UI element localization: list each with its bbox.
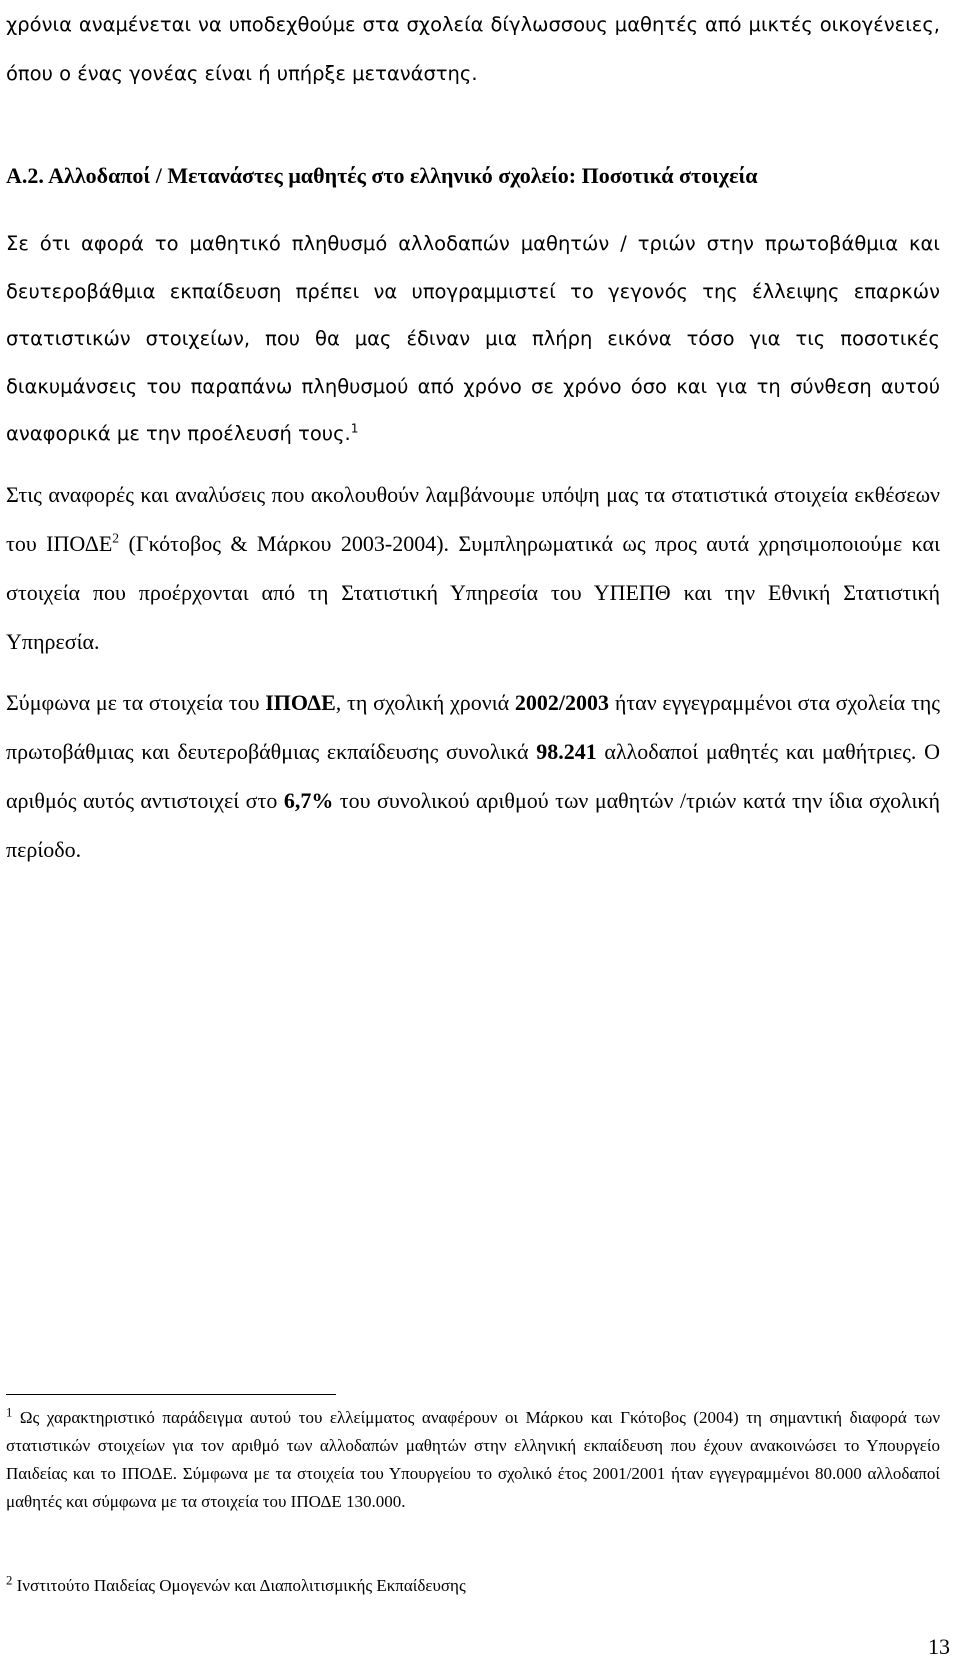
footnote-1-number: 1: [6, 1405, 13, 1420]
paragraph-3-part1: Στις αναφορές και αναλύσεις που ακολουθούν λαμβάνουμε υπόψη μας τα στατιστικά στοιχεία εκθέσεων του ΙΠΟΔΕ: [6, 482, 940, 556]
footnote-1: [6, 1404, 940, 1516]
paragraph-3-part2: (Γκότοβος & Μάρκου 2003-2004). Συμπληρωματικά ως προς αυτά χρησιμοποιούμε και στοιχεία που προέρχονται από τη Στατιστική Υπηρεσία του ΥΠΕΠΘ και την Εθνική Στατιστική Υπηρεσία.: [6, 531, 940, 654]
paragraph-data-shortage: [6, 220, 940, 458]
percentage-bold: 6,7%: [283, 788, 334, 813]
student-count-bold: 98.241: [536, 739, 597, 764]
paragraph-2-text: Σε ότι αφορά το μαθητικό πληθυσμό αλλοδαπών μαθητών / τριών στην πρωτοβάθμια και δευτεροβάθμια εκπαίδευση πρέπει να υπογραμμιστεί το γεγονός της έλλειψης επαρκών στατιστικών στοιχείων, που θα μας έδιναν μια πλήρη εικόνα τόσο για τις ποσοτικές διακυμάνσεις του παραπάνω πληθυσμού από χρόνο σε χρόνο όσο και για τη σύνθεση αυτού αναφορικά με την προέλευσή τους.: [6, 232, 940, 445]
paragraph-statistics: [6, 678, 940, 874]
footnote-ref-1[interactable]: 1: [350, 421, 359, 436]
ipode-bold: ΙΠΟΔΕ: [265, 690, 336, 715]
page-number: 13: [928, 1634, 950, 1659]
paragraph-sources: [6, 470, 940, 666]
paragraph-4-t4: αλλοδαποί μαθητές και μαθήτριες. Ο αριθμός αυτός αντιστοιχεί στο: [6, 739, 941, 813]
footnote-2-text: Ινστιτούτο Παιδείας Ομογενών και Διαπολιτισμικής Εκπαίδευσης: [12, 1576, 466, 1595]
paragraph-4-t2: , τη σχολική χρονιά: [335, 690, 515, 715]
section-heading: Α.2. Αλλοδαποί / Μετανάστες μαθητές στο ελληνικό σχολείο: Ποσοτικά στοιχεία: [6, 163, 758, 188]
footnote-1-text: Ως χαρακτηριστικό παράδειγμα αυτού του ελλείμματος αναφέρουν οι Μάρκου και Γκότοβος (2004) τη σημαντική διαφορά των στατιστικών στοιχείων για τον αριθμό των αλλοδαπών μαθητών στην ελληνική εκπαίδευση που έχουν ανακοινώσει το Υπουργείο Παιδείας και το ΙΠΟΔΕ. Σύμφωνα με τα στοιχεία του Υπουργείου το σχολικό έτος 2001/2001 ήταν εγγεγραμμένοι 80.000 αλλοδαποί μαθητές και σύμφωνα με τα στοιχεία του ΙΠΟΔΕ 130.000.: [6, 1408, 940, 1511]
paragraph-4-t1: Σύμφωνα με τα στοιχεία του: [6, 690, 266, 715]
footnote-2-number: 2: [6, 1573, 13, 1588]
footnote-separator: [6, 1394, 336, 1395]
intro-paragraph: χρόνια αναμένεται να υποδεχθούμε στα σχολεία δίγλωσσους μαθητές από μικτές οικογένειες, όπου ο ένας γονέας είναι ή υπήρξε μετανάστης.: [6, 13, 940, 85]
paragraph-4-t5: του συνολικού αριθμού των μαθητών /τριών κατά την ίδια σχολική περίοδο.: [6, 788, 940, 862]
paragraph-4-t3: ήταν εγγεγραμμένοι στα σχολεία της πρωτοβάθμιας και δευτεροβάθμιας εκπαίδευσης συνολικά: [6, 690, 941, 764]
school-year-bold: 2002/2003: [514, 690, 610, 715]
footnote-2: [6, 1572, 940, 1600]
footnote-ref-2[interactable]: 2: [112, 530, 120, 546]
